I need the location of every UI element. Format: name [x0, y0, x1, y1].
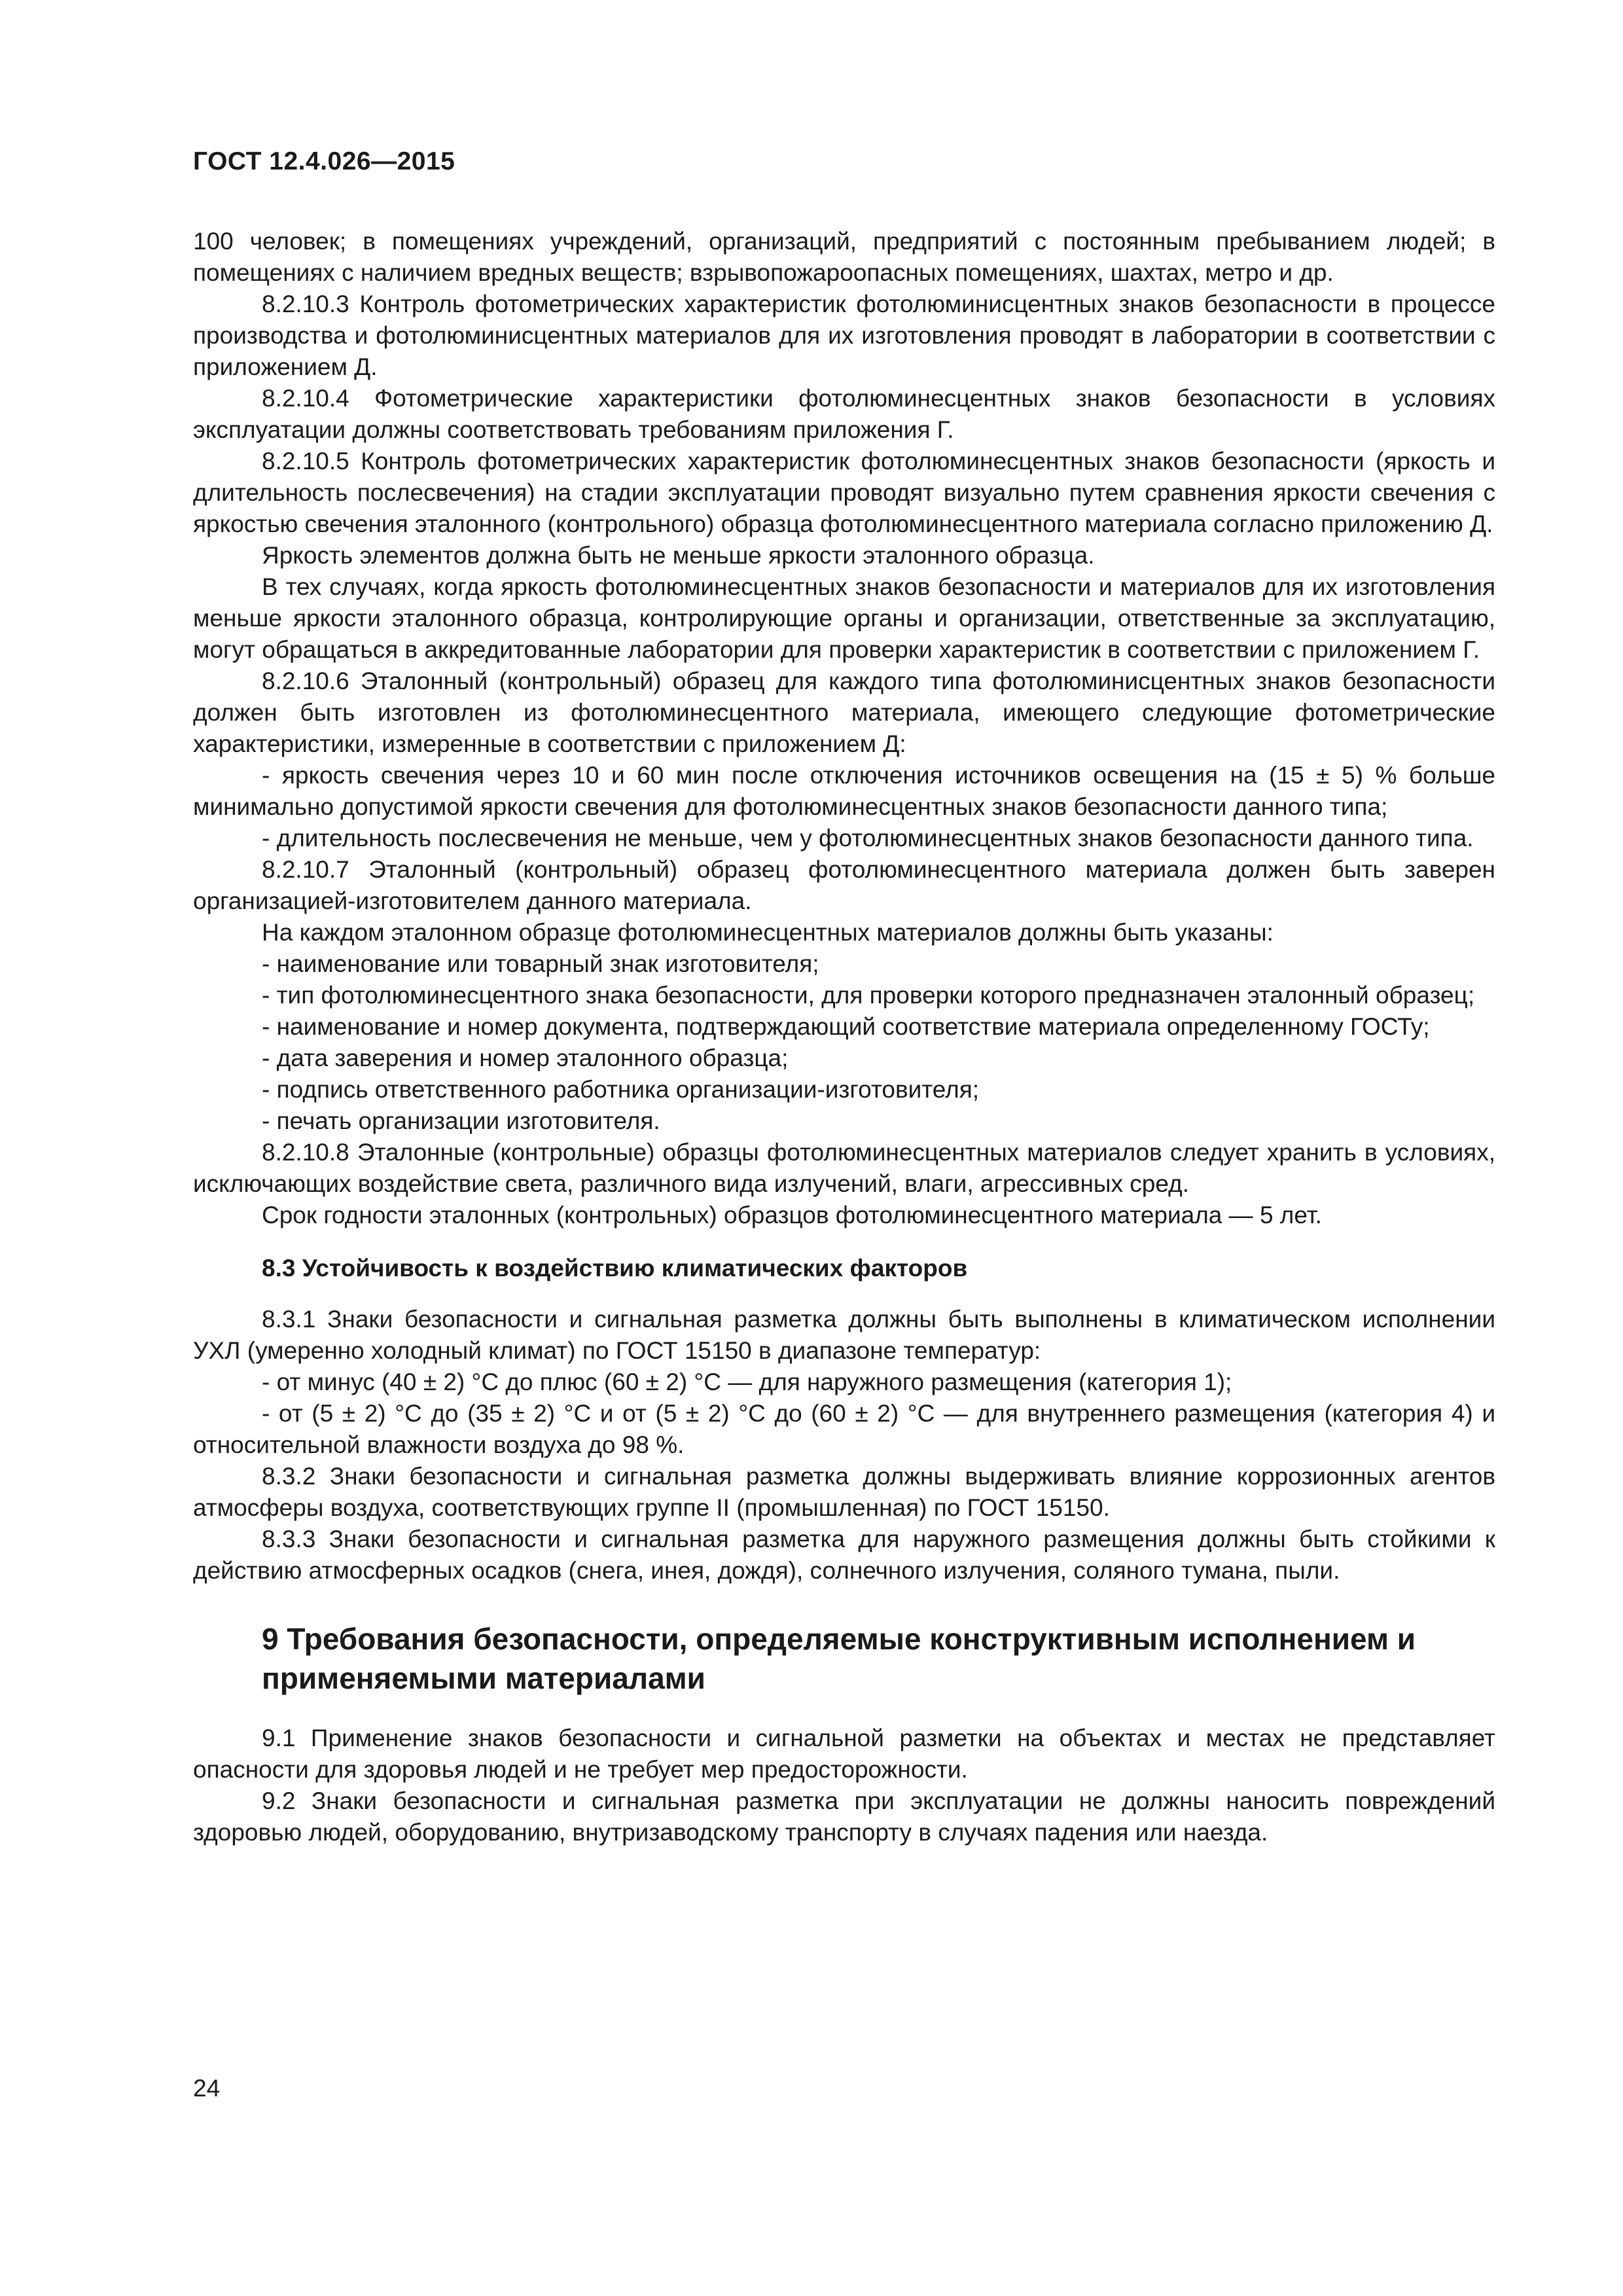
paragraph: Срок годности эталонных (контрольных) образцов фотолюминесцентного материала — 5 лет.	[262, 1202, 1322, 1229]
paragraph: 8.3.3 Знаки безопасности и сигнальная разметка для наружного размещения должны быть стойкими к действию атмосферных осадков (снега, инея, дождя), солнечного излучения, соляного тумана, пыли.	[193, 1526, 1495, 1584]
list-item: - от минус (40 ± 2) °С до плюс (60 ± 2) °С — для наружного размещения (категория 1);	[262, 1369, 1232, 1395]
list-item: - от (5 ± 2) °С до (35 ± 2) °С и от (5 ± 2) °С до (60 ± 2) °С — для внутреннего размещения (категория 4) и относительной влажности воздуха до 98 %.	[193, 1400, 1495, 1458]
paragraph: 8.2.10.7 Эталонный (контрольный) образец фотолюминесцентного материала должен быть заверен организацией-изготовителем данного материала.	[193, 856, 1495, 914]
page-number: 24	[193, 2075, 221, 2102]
list-item: - яркость свечения через 10 и 60 мин после отключения источников освещения на (15 ± 5) % больше минимально допустимой яркости свечения для фотолюминесцентных знаков безопасности данного типа;	[193, 762, 1495, 820]
paragraph: 8.2.10.8 Эталонные (контрольные) образцы фотолюминесцентных материалов следует хранить в условиях, исключающих воздействие света, различного вида излучений, влаги, агрессивных сред.	[193, 1139, 1495, 1197]
document-header: ГОСТ 12.4.026—2015	[193, 147, 455, 175]
paragraph: 9.1 Применение знаков безопасности и сигнальной разметки на объектах и местах не представляет опасности для здоровья людей и не требует мер предосторожности.	[193, 1725, 1495, 1783]
paragraph: 9.2 Знаки безопасности и сигнальная разметка при эксплуатации не должны наносить повреждений здоровью людей, оборудованию, внутризаводскому транспорту в случаях падения или наезда.	[193, 1787, 1495, 1846]
paragraph: 8.3.2 Знаки безопасности и сигнальная разметка должны выдерживать влияние коррозионных агентов атмосферы воздуха, соответствующих группе II (промышленная) по ГОСТ 15150.	[193, 1463, 1495, 1521]
list-item: - наименование или товарный знак изготовителя;	[262, 950, 819, 977]
list-item: - длительность послесвечения не меньше, чем у фотолюминесцентных знаков безопасности данного типа.	[262, 825, 1474, 852]
document-page	[193, 0, 1495, 2296]
list-item: - наименование и номер документа, подтверждающий соответствие материала определенному ГОСТу;	[262, 1013, 1430, 1040]
paragraph: 8.2.10.4 Фотометрические характеристики фотолюминесцентных знаков безопасности в условиях эксплуатации должны соответствовать требованиям приложения Г.	[193, 385, 1495, 443]
section-heading: 9 Требования безопасности, определяемые конструктивным исполнением и применяемыми материалами	[262, 1622, 1416, 1695]
paragraph: В тех случаях, когда яркость фотолюминесцентных знаков безопасности и материалов для их изготовления меньше яркости эталонного образца, контролирующие органы и организации, ответственные за эксплуатацию, могут обращаться в аккредитованные лаборатории для проверки характеристик в соответствии с приложением Г.	[193, 573, 1495, 663]
document-body	[193, 226, 1495, 1848]
paragraph: 8.2.10.5 Контроль фотометрических характеристик фотолюминесцентных знаков безопасности (яркость и длительность послесвечения) на стадии эксплуатации проводят визуально путем сравнения яркости свечения с яркостью свечения эталонного (контрольного) образца фотолюминесцентного материала согласно приложению Д.	[193, 448, 1495, 537]
list-item: - печать организации изготовителя.	[262, 1107, 660, 1134]
list-item: - тип фотолюминесцентного знака безопасности, для проверки которого предназначен эталонный образец;	[262, 982, 1475, 1009]
list-item: - дата заверения и номер эталонного образца;	[262, 1045, 789, 1071]
paragraph: 100 человек; в помещениях учреждений, организаций, предприятий с постоянным пребыванием людей; в помещениях с наличием вредных веществ; взрывопожароопасных помещениях, шахтах, метро и др.	[193, 228, 1495, 286]
paragraph: 8.3.1 Знаки безопасности и сигнальная разметка должны быть выполнены в климатическом исполнении УХЛ (умеренно холодный климат) по ГОСТ 15150 в диапазоне температур:	[193, 1306, 1495, 1364]
paragraph: Яркость элементов должна быть не меньше яркости эталонного образца.	[262, 542, 1095, 569]
paragraph: На каждом эталонном образце фотолюминесцентных материалов должны быть указаны:	[262, 919, 1274, 946]
subsection-heading: 8.3 Устойчивость к воздействию климатических факторов	[262, 1255, 968, 1282]
list-item: - подпись ответственного работника организации-изготовителя;	[262, 1076, 980, 1103]
paragraph: 8.2.10.6 Эталонный (контрольный) образец для каждого типа фотолюминисцентных знаков безопасности должен быть изготовлен из фотолюминесцентного материала, имеющего следующие фотометрические характеристики, измеренные в соответствии с приложением Д:	[193, 668, 1495, 757]
paragraph: 8.2.10.3 Контроль фотометрических характеристик фотолюминисцентных знаков безопасности в процессе производства и фотолюминисцентных материалов для их изготовления проводят в лаборатории в соответствии с приложением Д.	[193, 291, 1495, 380]
